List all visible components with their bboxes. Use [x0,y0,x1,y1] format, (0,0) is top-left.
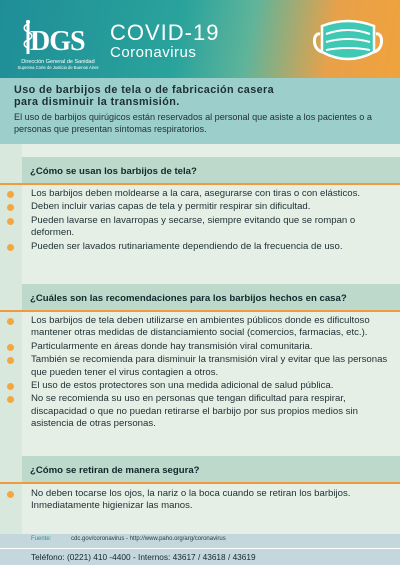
question-heading-1: ¿Cómo se usan los barbijos de tela? [22,157,400,183]
list-item: El uso de estos protectores son una medida adicional de salud pública. [0,380,400,392]
logo-org-sub: Suprema Corte de Justicia de Buenos Aires [17,65,99,70]
header-title [110,22,219,62]
list-item: Los barbijos de tela deben utilizarse en ambientes públicos donde es dificultoso mantener otras medidas de distanciamiento social (comercios, farmacias, etc.). [0,315,400,340]
bullet-icon [7,244,14,251]
bullet-icon [7,204,14,211]
intro-title-line2: para disminuir la transmisión. [14,96,180,108]
list-item: Pueden ser lavados rutinariamente dependiendo de la frecuencia de uso. [0,241,400,253]
list-item: Los barbijos deben moldearse a la cara, asegurarse con tiras o con elásticos. [0,188,400,200]
bullet-icon [7,318,14,325]
intro-section [0,78,400,144]
divider-line [0,482,400,484]
question-heading-2: ¿Cuáles son las recomendaciones para los barbijos hechos en casa? [22,284,400,310]
bullet-icon [7,191,14,198]
dgs-logo [10,20,106,70]
footer-divider [0,548,400,549]
bullet-icon [7,491,14,498]
intro-title-line1: Uso de barbijos de tela o de fabricación casera [14,84,275,96]
answer-list-2 [0,315,400,432]
divider-line [0,310,400,312]
divider-line [0,183,400,185]
bullet-icon [7,383,14,390]
page-title: COVID-19 [110,20,220,45]
list-item: Deben incluir varias capas de tela y permitir respirar sin dificultad. [0,201,400,213]
face-mask-icon [310,14,386,68]
header-banner [0,0,400,78]
bullet-icon [7,344,14,351]
bullet-icon [7,357,14,364]
intro-text: El uso de barbijos quirúgicos están reservados al personal que asiste a los pacientes o a personas que presentan síntomas respiratorios. [14,112,372,134]
bullet-icon [7,218,14,225]
phone-line: Teléfono: (0221) 410 -4400 - Internos: 43617 / 43618 / 43619 [31,552,256,562]
list-item: No deben tocarse los ojos, la nariz o la boca cuando se retiran los barbijos. Inmediatamente higienizar las manos. [0,488,400,513]
answer-list-1 [0,188,400,254]
list-item: No se recomienda su uso en personas que tengan dificultad para respirar, discapacidad o que no puedan retirarse el barbijo por sus propios medios sin asistencia de otras personas. [0,393,400,430]
list-item: También se recomienda para disminuir la transmisión viral y evitar que las personas que pueden tener el virus contagien a otros. [0,354,400,379]
logo-letters: DGS [30,26,85,57]
bullet-icon [7,396,14,403]
list-item: Particularmente en áreas donde hay transmisión viral comunitaria. [0,341,400,353]
page-subtitle: Coronavirus [110,44,197,61]
question-heading-3: ¿Cómo se retiran de manera segura? [22,456,400,482]
source-label: Fuente: [31,536,52,542]
source-links: cdc.gov/coronavirus - http://www.paho.org/arg/coronavirus [71,536,226,542]
source-line [31,536,226,542]
logo-org-name: Dirección General de Sanidad [21,59,95,65]
list-item: Pueden lavarse en lavarropas y secarse, siempre evitando que se rompan o deformen. [0,215,400,240]
answer-list-3 [0,488,400,514]
